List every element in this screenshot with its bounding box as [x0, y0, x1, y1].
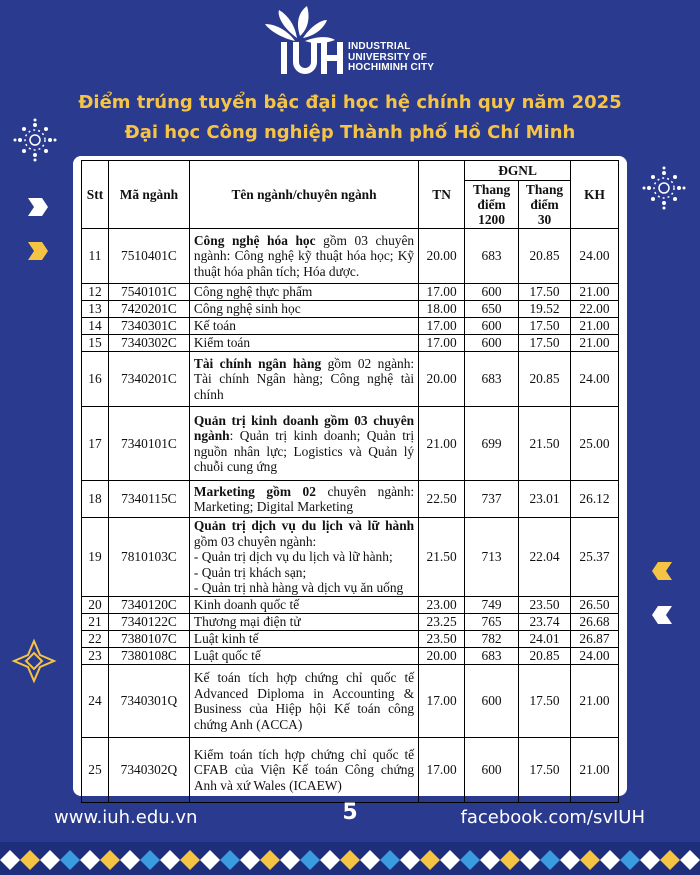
table-row	[82, 518, 619, 597]
table-row	[82, 284, 619, 301]
cell-ma-nganh: 7540101C	[108, 284, 189, 301]
program-name-bold: Công nghệ hóa học	[193, 232, 316, 248]
header-kh: KH	[571, 161, 619, 229]
cell-kh: 24.00	[571, 648, 619, 665]
header-ten-nganh: Tên ngành/chuyên ngành	[189, 161, 418, 229]
chevron-right-icon	[28, 198, 48, 216]
cell-ma-nganh: 7340120C	[108, 597, 189, 614]
program-description: Thương mại điện tử	[193, 614, 301, 630]
specialization-item: - Quản trị nhà hàng và dịch vụ ăn uống	[193, 580, 404, 596]
cell-kh: 21.00	[571, 665, 619, 738]
cell-ma-nganh: 7340302C	[108, 335, 189, 352]
cell-dgnl-30: 23.50	[519, 597, 571, 614]
cell-dgnl-1200: 683	[465, 352, 519, 407]
header-thang-1200: Thang điểm 1200	[465, 181, 519, 229]
cell-dgnl-30: 20.85	[519, 352, 571, 407]
cell-tn: 17.00	[419, 318, 465, 335]
cell-dgnl-1200: 749	[465, 597, 519, 614]
cell-tn: 21.00	[419, 407, 465, 481]
program-description: gồm 03 chuyên ngành:	[193, 533, 317, 549]
cell-tn: 20.00	[419, 352, 465, 407]
program-name-bold: Quản trị kinh doanh gồm 03 chuyên ngành	[193, 412, 415, 443]
cell-stt: 18	[82, 481, 109, 518]
cell-ten-nganh	[189, 597, 418, 614]
logo-line: INDUSTRIAL	[348, 41, 411, 52]
table-row	[82, 481, 619, 518]
cell-dgnl-1200: 683	[465, 648, 519, 665]
cell-tn: 17.00	[419, 738, 465, 803]
cell-dgnl-30: 17.50	[519, 335, 571, 352]
cell-dgnl-1200: 600	[465, 665, 519, 738]
table-row	[82, 665, 619, 738]
cell-ma-nganh: 7380108C	[108, 648, 189, 665]
cell-ten-nganh	[189, 614, 418, 631]
cell-ma-nganh: 7340302Q	[108, 738, 189, 803]
cell-ten-nganh	[189, 665, 418, 738]
page-title: Điểm trúng tuyển bậc đại học hệ chính quy năm 2025	[78, 92, 622, 113]
cell-dgnl-30: 17.50	[519, 665, 571, 738]
cell-dgnl-1200: 699	[465, 407, 519, 481]
table-row	[82, 407, 619, 481]
cell-dgnl-30: 20.85	[519, 648, 571, 665]
cell-tn: 17.00	[419, 665, 465, 738]
bottom-pattern	[0, 842, 700, 875]
cell-tn: 23.50	[419, 631, 465, 648]
cell-kh: 25.00	[571, 407, 619, 481]
cell-dgnl-30: 23.01	[519, 481, 571, 518]
header-ma-nganh: Mã ngành	[108, 161, 189, 229]
cell-dgnl-1200: 600	[465, 284, 519, 301]
cell-tn: 20.00	[419, 229, 465, 284]
cell-tn: 18.00	[419, 301, 465, 318]
website-link[interactable]: www.iuh.edu.vn	[54, 807, 198, 828]
cell-stt: 14	[82, 318, 109, 335]
table-row	[82, 648, 619, 665]
program-description: Luật quốc tế	[193, 648, 261, 664]
cell-stt: 12	[82, 284, 109, 301]
cell-ten-nganh	[189, 518, 418, 597]
table-row	[82, 318, 619, 335]
cell-dgnl-30: 22.04	[519, 518, 571, 597]
page-subtitle: Đại học Công nghiệp Thành phố Hồ Chí Minh	[124, 122, 576, 143]
cell-dgnl-1200: 600	[465, 335, 519, 352]
program-name-bold: Marketing gồm 02	[193, 483, 316, 499]
cell-dgnl-1200: 683	[465, 229, 519, 284]
cell-dgnl-1200: 650	[465, 301, 519, 318]
cell-kh: 26.68	[571, 614, 619, 631]
cell-dgnl-1200: 737	[465, 481, 519, 518]
table-row	[82, 301, 619, 318]
cell-dgnl-30: 20.85	[519, 229, 571, 284]
cell-dgnl-1200: 600	[465, 738, 519, 803]
cell-stt: 22	[82, 631, 109, 648]
logo-text	[348, 42, 434, 74]
cell-ten-nganh	[189, 301, 418, 318]
chevron-right-icon	[28, 242, 48, 260]
cell-stt: 11	[82, 229, 109, 284]
table-row	[82, 335, 619, 352]
program-description: : Quản trị kinh doanh; Quản trị nguồn nhân lực; Logistics và Quản lý chuỗi cung ứng	[193, 428, 415, 474]
cell-dgnl-1200: 600	[465, 318, 519, 335]
cell-dgnl-30: 17.50	[519, 284, 571, 301]
cell-ten-nganh	[189, 648, 418, 665]
program-description: Công nghệ thực phẩm	[193, 284, 313, 300]
cell-kh: 24.00	[571, 229, 619, 284]
cell-ten-nganh	[189, 738, 418, 803]
star-outline-icon	[14, 641, 54, 681]
header-thang-30: Thang điểm 30	[519, 181, 571, 229]
header-stt: Stt	[82, 161, 109, 229]
specialization-item: - Quản trị dịch vụ du lịch và lữ hành;	[193, 549, 393, 565]
chevron-left-icon	[652, 606, 672, 624]
cell-kh: 26.50	[571, 597, 619, 614]
program-description: Kinh doanh quốc tế	[193, 597, 300, 613]
cell-kh: 26.87	[571, 631, 619, 648]
logo-line: HOCHIMINH CITY	[348, 62, 435, 73]
header-tn: TN	[419, 161, 465, 229]
cell-ma-nganh: 7420201C	[108, 301, 189, 318]
program-description: Luật kinh tế	[193, 631, 259, 647]
cell-kh: 21.00	[571, 284, 619, 301]
cell-ma-nganh: 7340301C	[108, 318, 189, 335]
cell-kh: 21.00	[571, 318, 619, 335]
cell-tn: 17.00	[419, 335, 465, 352]
cell-kh: 26.12	[571, 481, 619, 518]
header-dgnl: ĐGNL	[465, 161, 571, 181]
program-description: Kiểm toán tích hợp chứng chỉ quốc tế CFAB của Viện Kế toán Công chứng Anh và xứ Wales (ICAEW)	[193, 746, 415, 793]
cell-dgnl-1200: 765	[465, 614, 519, 631]
cell-stt: 23	[82, 648, 109, 665]
table-row	[82, 738, 619, 803]
cell-stt: 15	[82, 335, 109, 352]
cell-ten-nganh	[189, 631, 418, 648]
cell-stt: 17	[82, 407, 109, 481]
program-description: Kế toán tích hợp chứng chỉ quốc tế Advanced Diploma in Accounting & Business của Hiệp hội Kế toán công chứng Anh (ACCA)	[193, 670, 415, 732]
program-description: Kế toán	[193, 318, 236, 334]
flower-icon	[643, 167, 686, 210]
program-name-bold: Tài chính ngân hàng	[193, 355, 322, 371]
program-name-bold: Quản trị dịch vụ du lịch và lữ hành	[193, 518, 415, 534]
cell-tn: 22.50	[419, 481, 465, 518]
cell-dgnl-30: 19.52	[519, 301, 571, 318]
cell-tn: 23.25	[419, 614, 465, 631]
admission-score-table	[81, 160, 619, 803]
cell-tn: 20.00	[419, 648, 465, 665]
table-row	[82, 597, 619, 614]
cell-dgnl-30: 21.50	[519, 407, 571, 481]
cell-kh: 21.00	[571, 335, 619, 352]
cell-ma-nganh: 7810103C	[108, 518, 189, 597]
table-row	[82, 631, 619, 648]
cell-ten-nganh	[189, 318, 418, 335]
cell-stt: 16	[82, 352, 109, 407]
cell-stt: 19	[82, 518, 109, 597]
table-row	[82, 614, 619, 631]
cell-kh: 22.00	[571, 301, 619, 318]
cell-ma-nganh: 7510401C	[108, 229, 189, 284]
table-body	[82, 229, 619, 803]
program-description: gồm 02 ngành: Tài chính Ngân hàng; Công nghệ tài chính	[193, 355, 415, 402]
cell-stt: 13	[82, 301, 109, 318]
table-row	[82, 352, 619, 407]
program-description: Công nghệ sinh học	[193, 301, 301, 317]
cell-stt: 21	[82, 614, 109, 631]
cell-ma-nganh: 7340115C	[108, 481, 189, 518]
cell-tn: 17.00	[419, 284, 465, 301]
cell-dgnl-30: 24.01	[519, 631, 571, 648]
specialization-item: - Quản trị khách sạn;	[193, 564, 307, 580]
cell-kh: 24.00	[571, 352, 619, 407]
program-description: gồm 03 chuyên ngành: Công nghệ kỹ thuật hóa học; Kỹ thuật hóa phân tích; Hóa dược.	[193, 232, 415, 279]
program-description: chuyên ngành: Marketing; Digital Marketing	[193, 483, 415, 514]
cell-ten-nganh	[189, 352, 418, 407]
cell-tn: 23.00	[419, 597, 465, 614]
chevron-left-icon	[652, 562, 672, 580]
cell-stt: 25	[82, 738, 109, 803]
cell-ma-nganh: 7340101C	[108, 407, 189, 481]
cell-kh: 21.00	[571, 738, 619, 803]
cell-dgnl-1200: 782	[465, 631, 519, 648]
cell-ma-nganh: 7340301Q	[108, 665, 189, 738]
cell-ma-nganh: 7340201C	[108, 352, 189, 407]
logo-line: UNIVERSITY OF	[348, 51, 428, 63]
cell-ten-nganh	[189, 407, 418, 481]
cell-kh: 25.37	[571, 518, 619, 597]
program-description: Kiểm toán	[193, 335, 251, 351]
cell-ma-nganh: 7340122C	[108, 614, 189, 631]
cell-ten-nganh	[189, 284, 418, 301]
page-number: 5	[342, 800, 358, 825]
cell-stt: 24	[82, 665, 109, 738]
cell-dgnl-1200: 713	[465, 518, 519, 597]
cell-tn: 21.50	[419, 518, 465, 597]
cell-ten-nganh	[189, 481, 418, 518]
table-row	[82, 229, 619, 284]
cell-dgnl-30: 17.50	[519, 318, 571, 335]
cell-ma-nganh: 7380107C	[108, 631, 189, 648]
facebook-link[interactable]: facebook.com/svIUH	[460, 807, 645, 828]
cell-stt: 20	[82, 597, 109, 614]
cell-ten-nganh	[189, 229, 418, 284]
cell-dgnl-30: 17.50	[519, 738, 571, 803]
cell-dgnl-30: 23.74	[519, 614, 571, 631]
cell-ten-nganh	[189, 335, 418, 352]
